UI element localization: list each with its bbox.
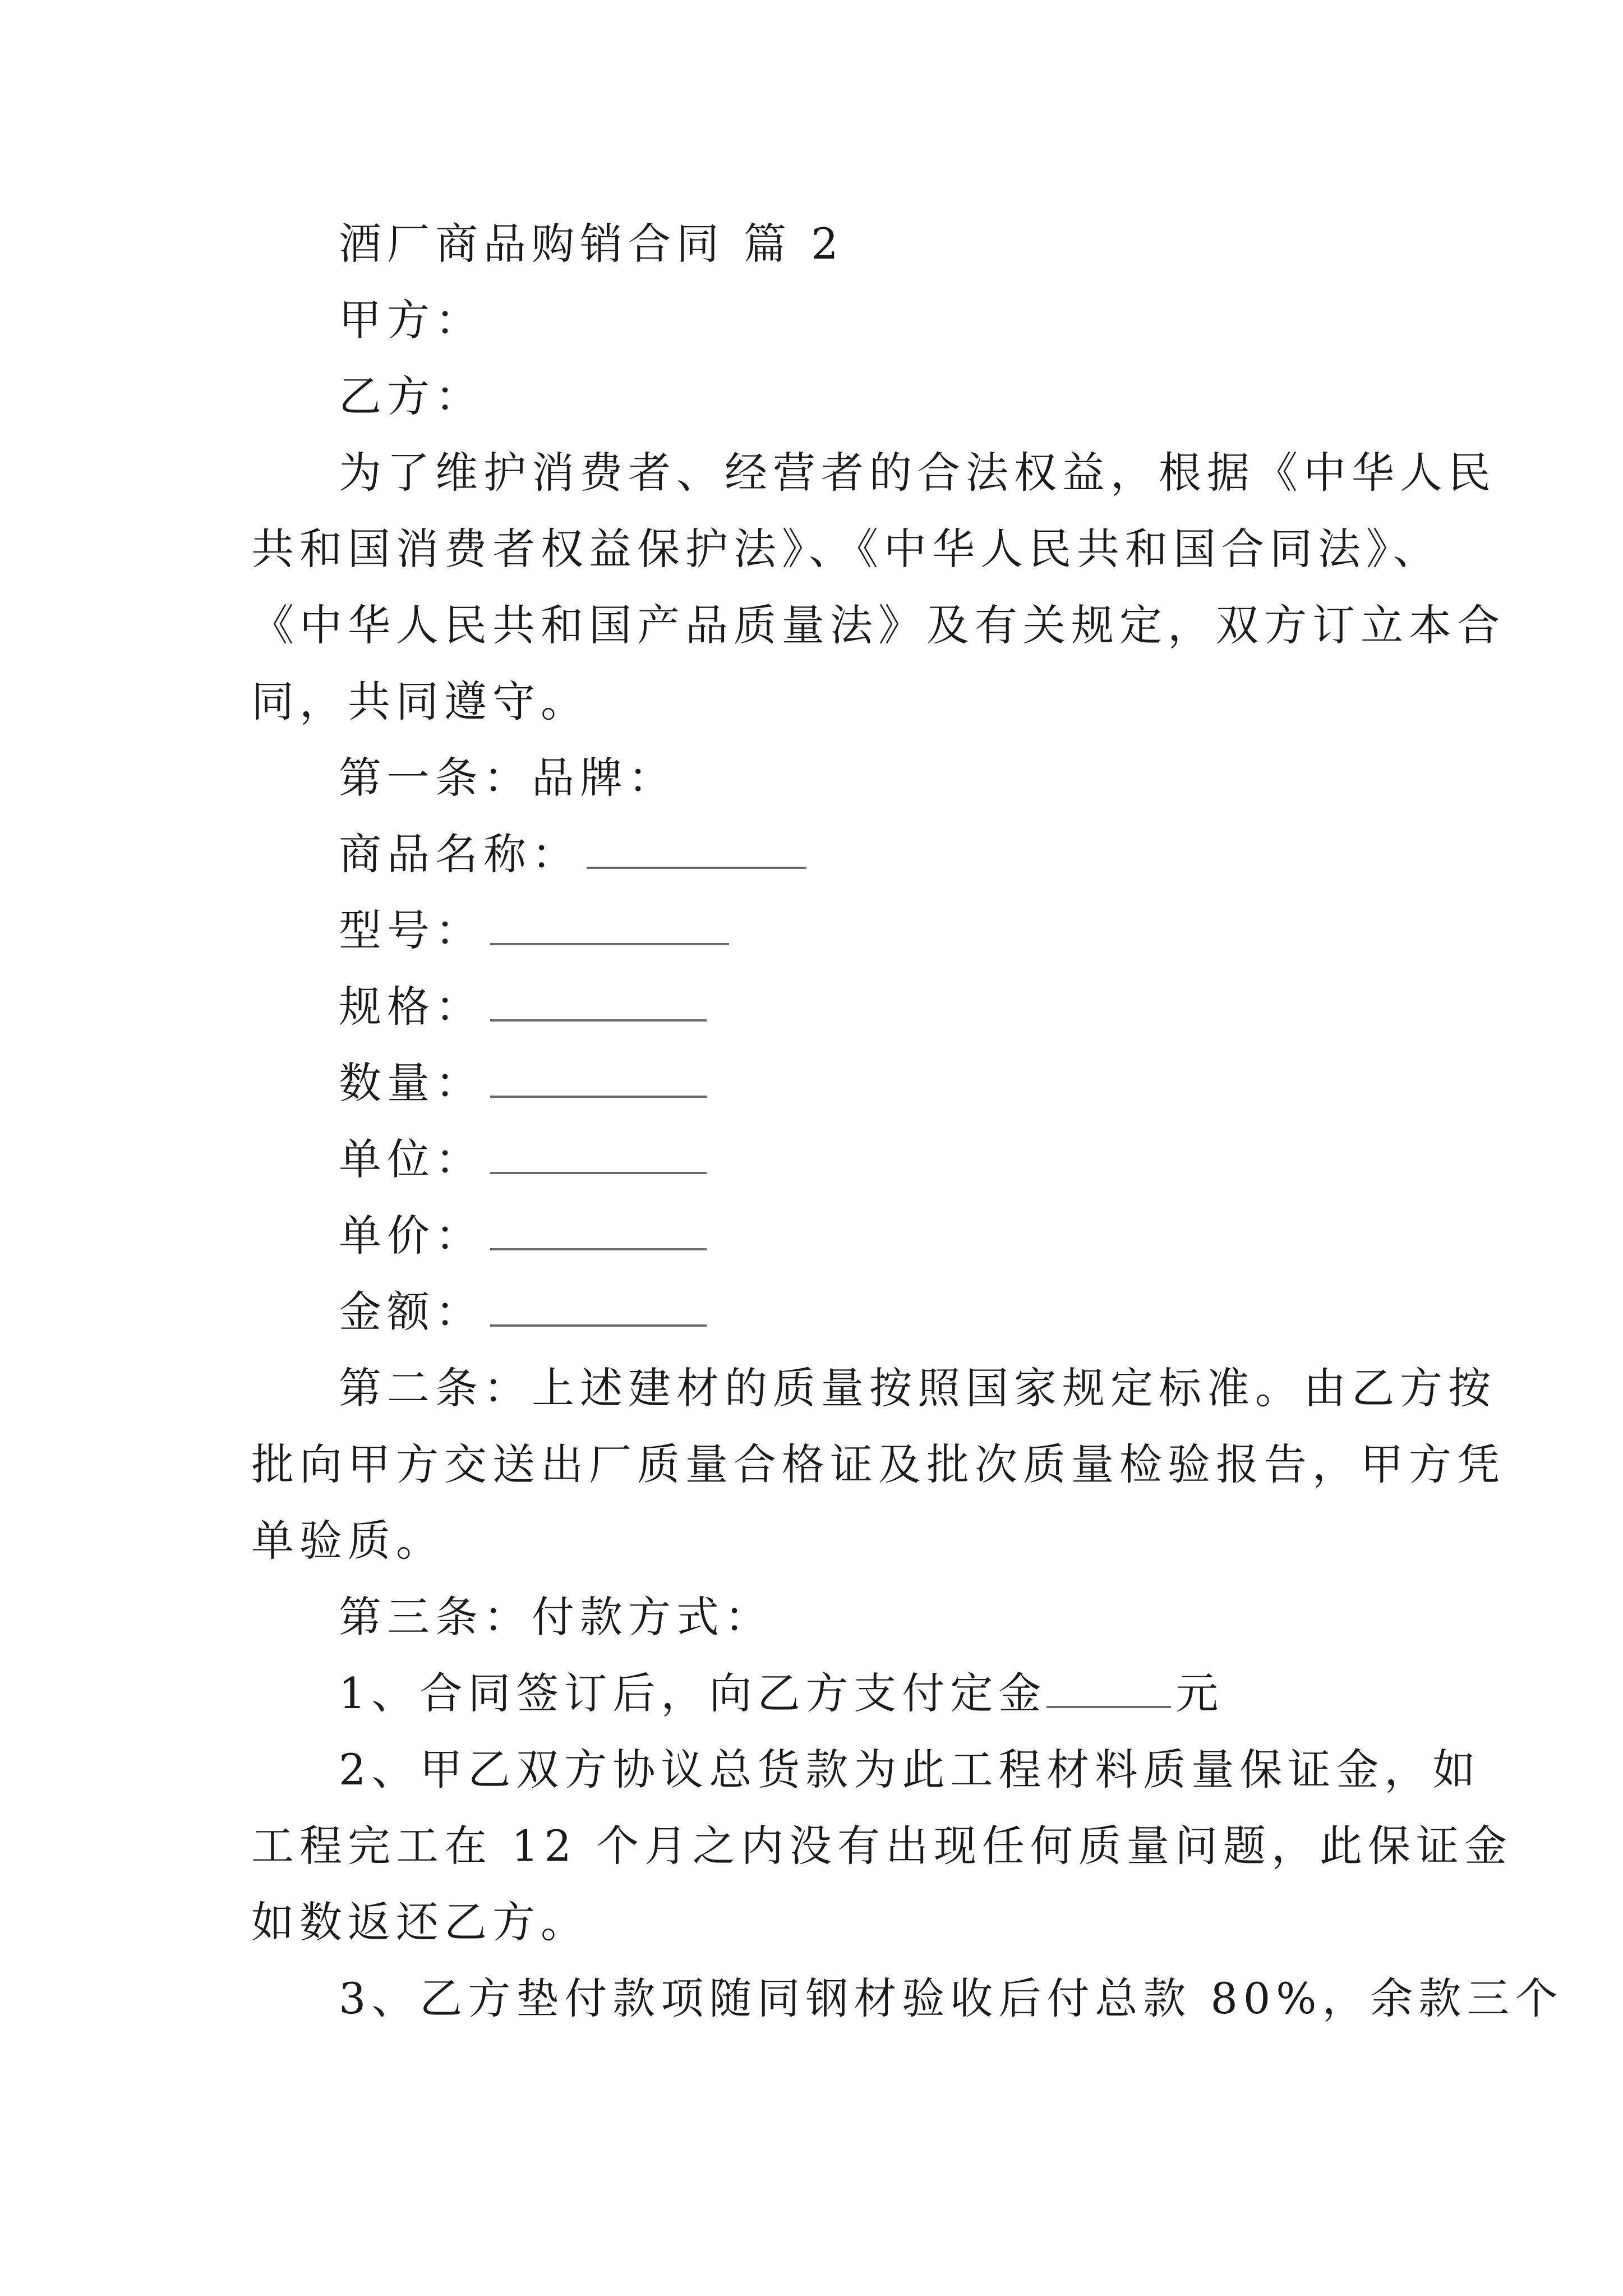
article2-line: 第二条：上述建材的质量按照国家规定标准。由乙方按 (339, 1363, 1496, 1413)
blank-line (490, 1209, 707, 1250)
article1-heading: 第一条：品牌： (339, 753, 676, 803)
field-label: 金额： (339, 1287, 483, 1337)
blank-line (587, 827, 806, 869)
blank-line (490, 1056, 707, 1098)
field-model (339, 900, 1395, 961)
article3-item2-line: 工程完工在 12 个月之内没有出现任何质量问题，此保证金 (251, 1821, 1513, 1871)
preamble-line: 为了维护消费者、经营者的合法权益，根据《中华人民 (339, 448, 1496, 498)
field-quantity (339, 1052, 1395, 1114)
field-spec (339, 976, 1395, 1038)
item1-text: 1、合同签订后，向乙方支付定金 (339, 1668, 1047, 1718)
field-label: 单位： (339, 1134, 483, 1184)
blank-line (490, 980, 707, 1022)
article2-line: 单验质。 (251, 1516, 444, 1566)
article3-item3: 3、乙方垫付款项随同钢材验收后付总款 80%，余款三个 (339, 1973, 1564, 2023)
field-amount (339, 1281, 1395, 1343)
field-label: 数量： (339, 1058, 483, 1108)
preamble-line: 同，共同遵守。 (251, 677, 589, 726)
field-label: 规格： (339, 982, 483, 1032)
item1-unit: 元 (1175, 1668, 1224, 1718)
blank-line (490, 1133, 707, 1174)
field-label: 商品名称： (339, 829, 580, 879)
article3-item1 (339, 1663, 1395, 1724)
article3-item2-line: 如数返还乙方。 (251, 1897, 589, 1947)
blank-line (490, 1285, 707, 1327)
article2-line: 批向甲方交送出厂质量合格证及批次质量检验报告，甲方凭 (251, 1439, 1505, 1489)
preamble-line: 《中华人民共和国产品质量法》及有关规定，双方订立本合 (251, 600, 1505, 650)
field-unit (339, 1129, 1395, 1190)
blank-line (490, 904, 729, 945)
article3-heading: 第三条：付款方式： (339, 1592, 773, 1642)
field-label: 型号： (339, 905, 483, 955)
field-product-name (339, 823, 1395, 885)
article3-item2-line: 2、甲乙双方协议总货款为此工程材料质量保证金，如 (339, 1745, 1481, 1795)
party-b-label: 乙方： (339, 371, 483, 421)
document-title: 酒厂商品购销合同 篇 2 (339, 219, 844, 269)
field-unit-price (339, 1205, 1395, 1267)
blank-line (1046, 1667, 1171, 1708)
field-label: 单价： (339, 1211, 483, 1260)
preamble-line: 共和国消费者权益保护法》、《中华人民共和国合同法》、 (251, 524, 1441, 574)
party-a-label: 甲方： (339, 295, 483, 345)
